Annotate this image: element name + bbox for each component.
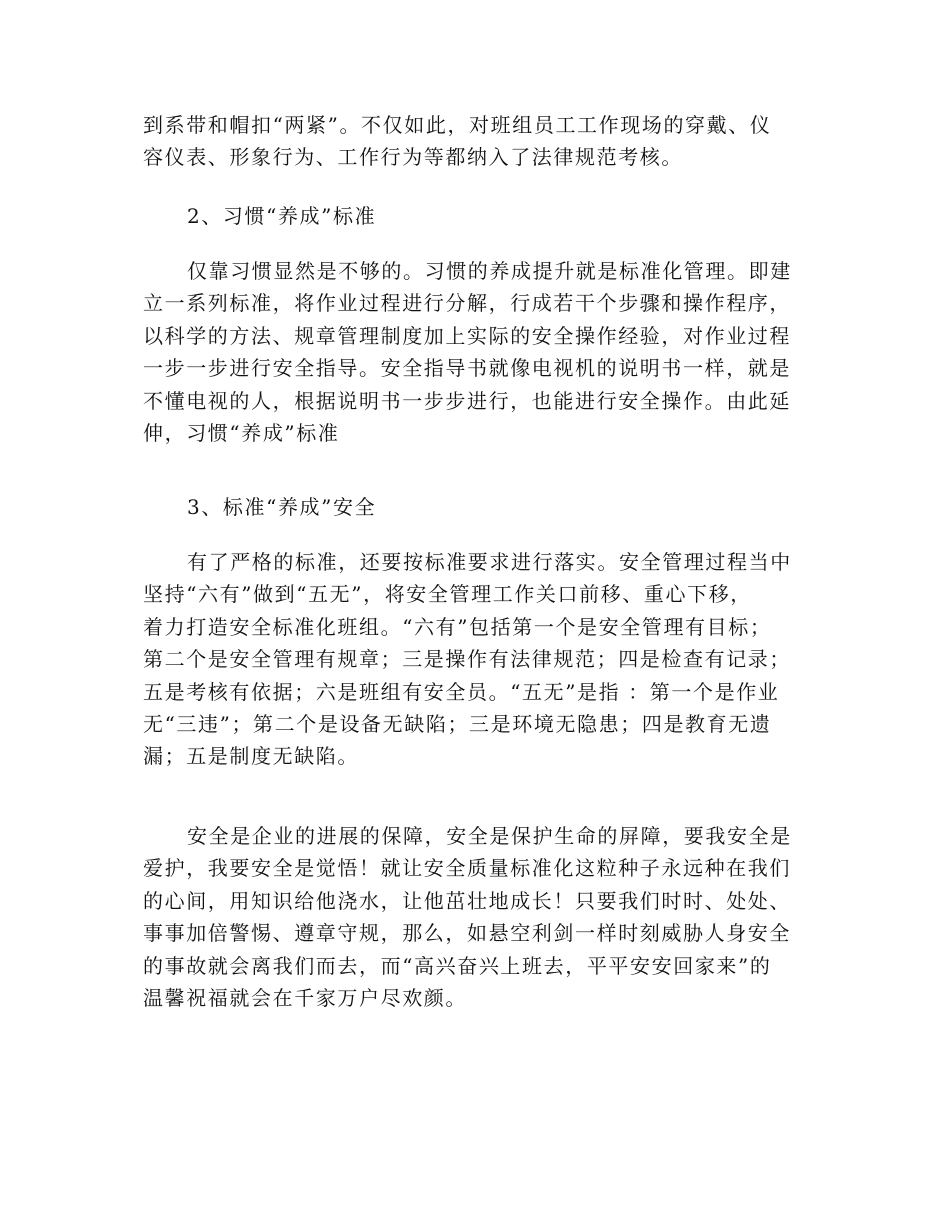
paragraph-standard-safety [143, 546, 813, 773]
text-line: 事事加倍警惕、遵章守规，那么，如悬空利剑一样时刻威胁人身安全 [143, 921, 791, 946]
section-heading-3 [143, 491, 813, 523]
text-line: 的事故就会离我们而去，而“高兴奋兴上班去，平平安安回家来”的 [143, 953, 772, 978]
heading-text: 2、习惯“养成”标准 [187, 204, 377, 228]
text-line: 立一系列标准，将作业过程进行分解，行成若干个步骤和操作程序， [143, 291, 791, 316]
text-line: 漏；五是制度无缺陷。 [143, 744, 359, 769]
text-line: 容仪表、形象行为、工作行为等都纳入了法律规范考核。 [143, 145, 683, 170]
text-line: 以科学的方法、规章管理制度加上实际的安全操作经验，对作业过程 [143, 323, 791, 348]
paragraph-habit-standard [143, 255, 813, 449]
text-line: 爱护，我要安全是觉悟！就让安全质量标准化这粒种子永远种在我们 [143, 856, 791, 881]
text-line: 第二个是安全管理有规章；三是操作有法律规范；四是检查有记录； [143, 647, 791, 672]
text-line: 着力打造安全标准化班组。“六有”包括第一个是安全管理有目标； [143, 614, 772, 639]
text-line: 无“三违”；第二个是设备无缺陷；三是环境无隐患；四是教育无遗 [143, 712, 772, 737]
text-line: 不懂电视的人，根据说明书一步步进行，也能进行安全操作。由此延 [143, 388, 791, 413]
section-heading-2 [143, 200, 813, 232]
text-line: 伸，习惯“养成”标准 [143, 421, 340, 446]
text-line: 的心间，用知识给他浇水，让他茁壮地成长！只要我们时时、处处、 [143, 888, 791, 913]
paragraph-continuation [143, 109, 813, 174]
text-line: 到系带和帽扣“两紧”。不仅如此，对班组员工工作现场的穿戴、仪 [143, 113, 772, 137]
text-line: 坚持“六有”做到“五无”，将安全管理工作关口前移、重心下移， [143, 582, 752, 607]
heading-text: 3、标准“养成”安全 [187, 495, 377, 519]
text-line: 有了严格的标准，还要按标准要求进行落实。安全管理过程当中 [187, 550, 792, 574]
text-line: 温馨祝福就会在千家万户尽欢颜。 [143, 986, 467, 1011]
text-line: 安全是企业的进展的保障，安全是保护生命的屏障，要我安全是 [187, 824, 792, 848]
text-line: 仅靠习惯显然是不够的。习惯的养成提升就是标准化管理。即建 [187, 259, 792, 283]
paragraph-conclusion [143, 820, 813, 1014]
text-line: 一步一步进行安全指导。安全指导书就像电视机的说明书一样，就是 [143, 356, 791, 381]
text-line: 五是考核有依据；六是班组有安全员。“五无”是指 ：第一个是作业 [143, 679, 780, 704]
